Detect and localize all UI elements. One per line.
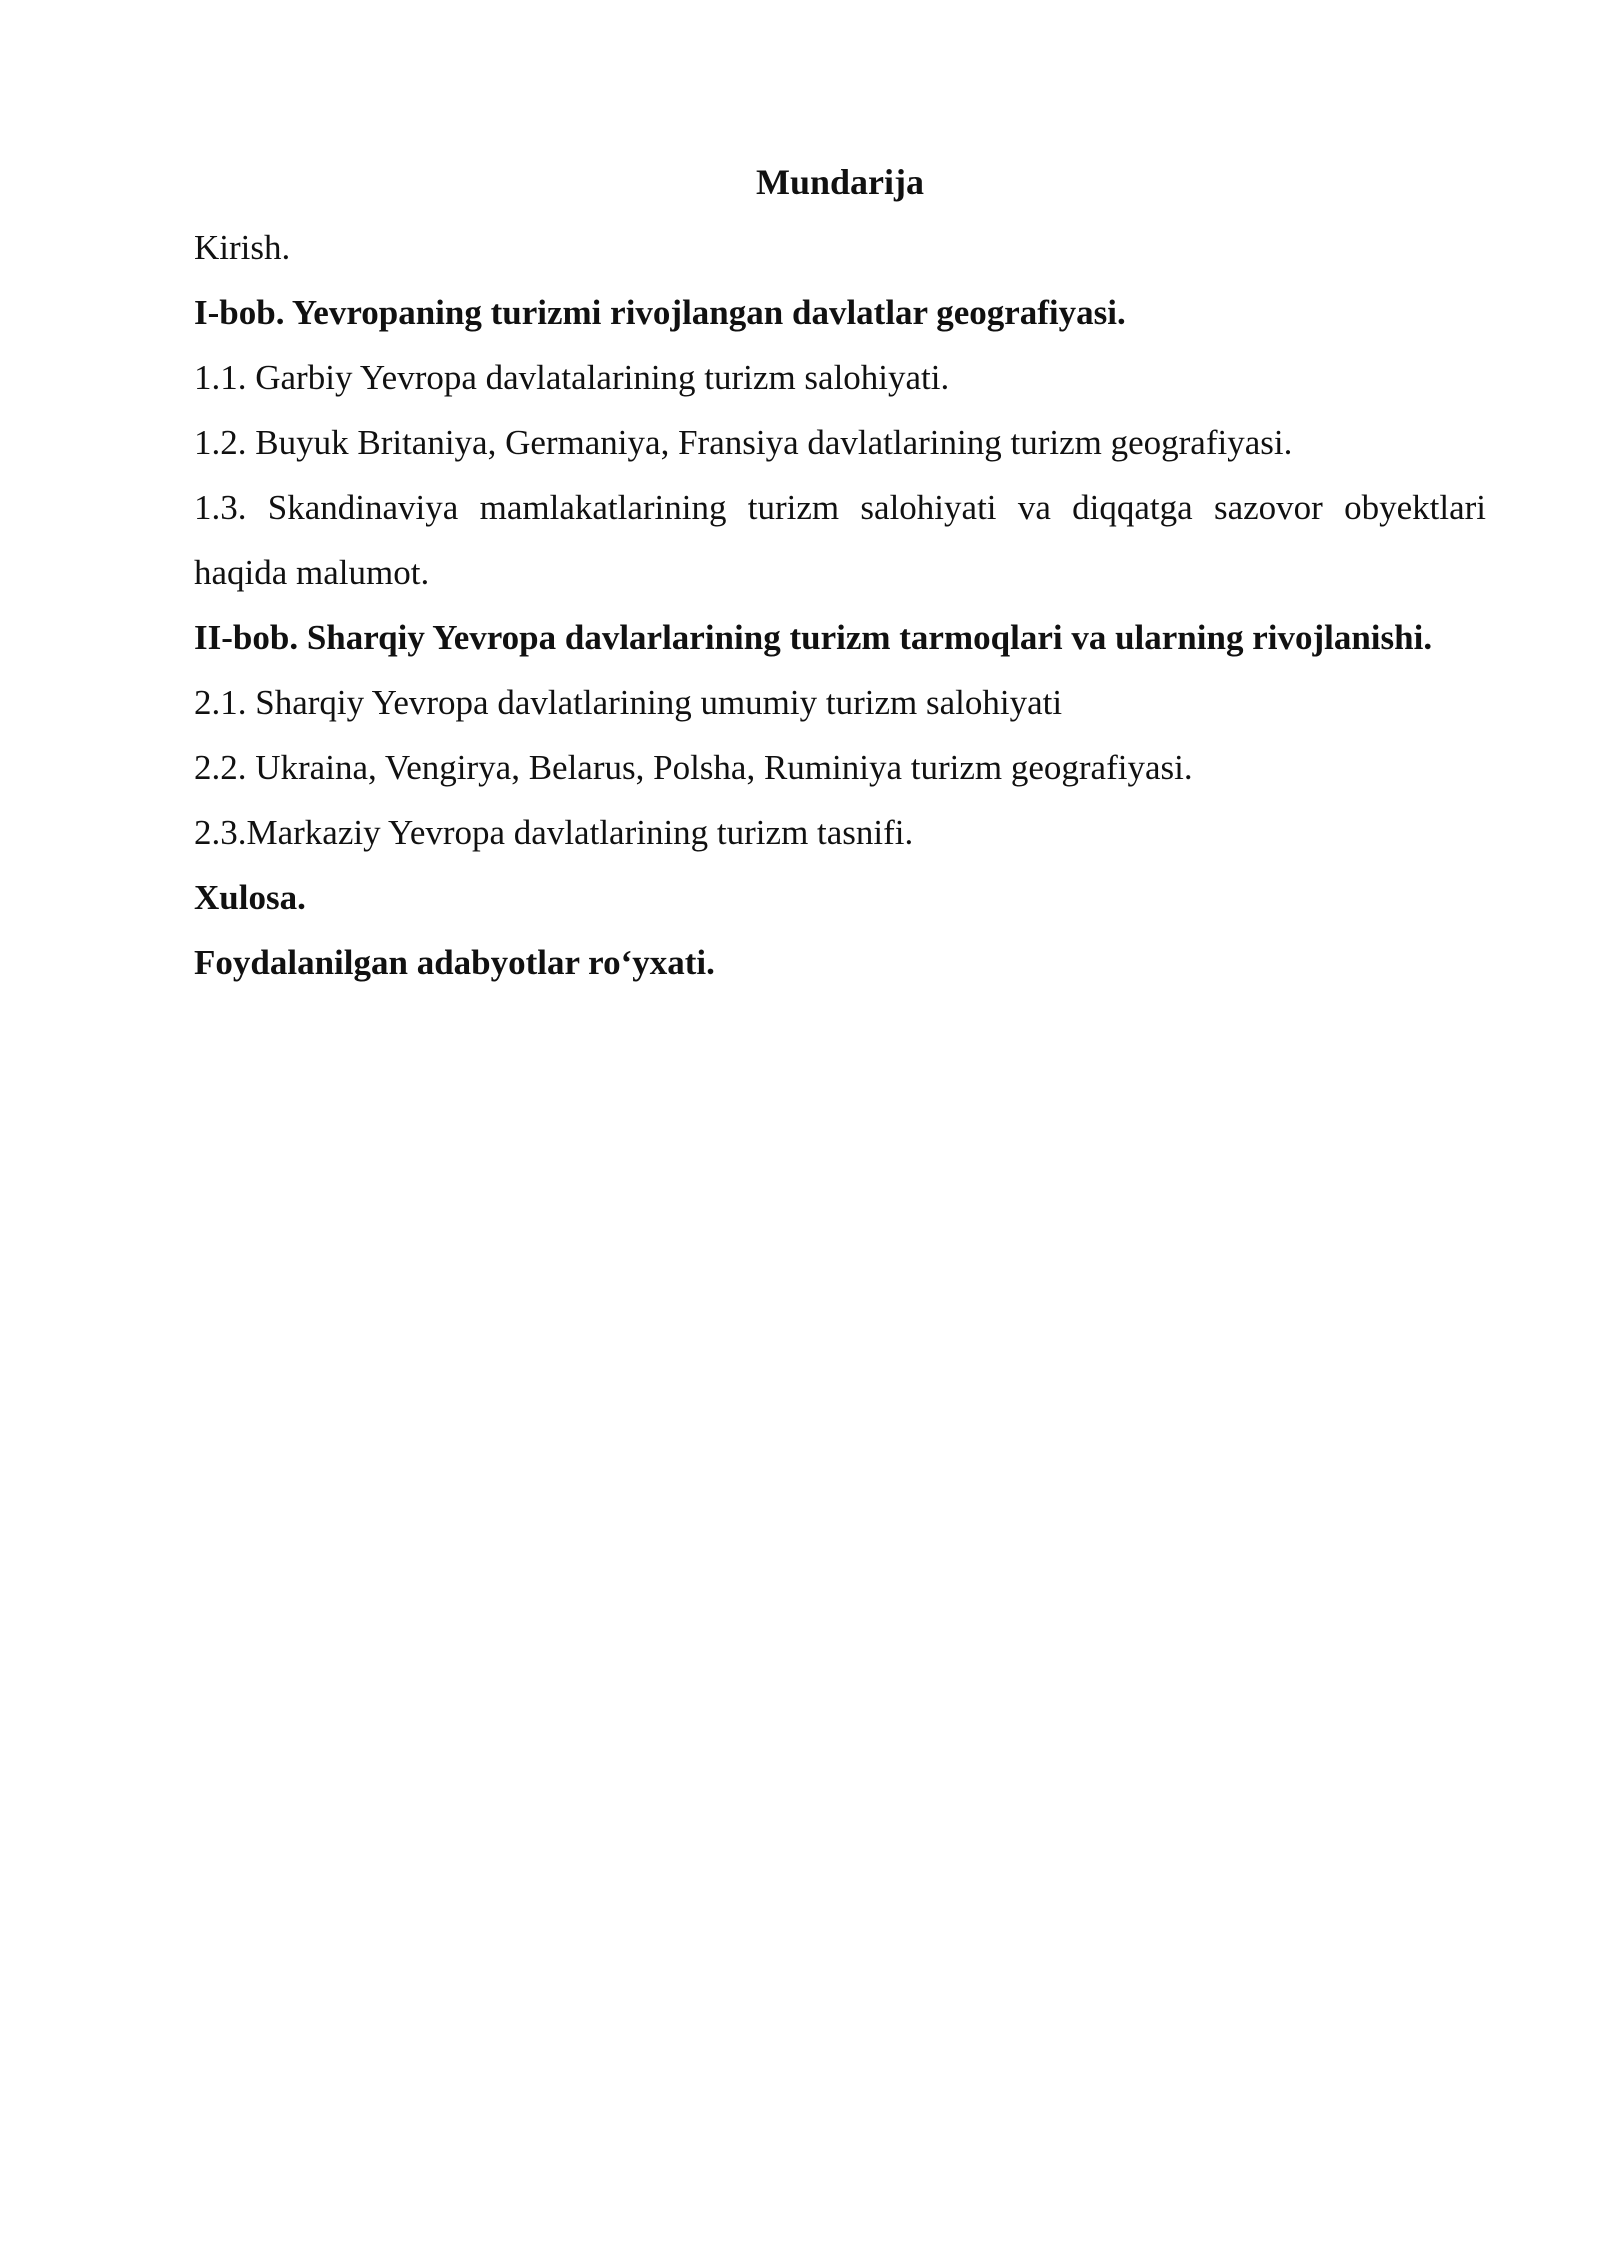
document-page (194, 150, 1486, 995)
toc-entry-section-1-1: 1.1. Garbiy Yevropa davlatalarining turizm salohiyati. (194, 358, 950, 397)
toc-entry-conclusion: Xulosa. (194, 878, 306, 917)
toc-entry-introduction: Kirish. (194, 228, 291, 267)
toc-entry-references: Foydalanilgan adabyotlar ro‘yxati. (194, 943, 715, 982)
toc-entry-section-2-2: 2.2. Ukraina, Vengirya, Belarus, Polsha, Ruminiya turizm geografiyasi. (194, 748, 1193, 787)
toc-entry-section-1-2: 1.2. Buyuk Britaniya, Germaniya, Fransiya davlatlarining turizm geografiyasi. (194, 423, 1293, 462)
toc-entry-section-2-1: 2.1. Sharqiy Yevropa davlatlarining umumiy turizm salohiyati (194, 683, 1063, 722)
toc-entry-chapter-1: I-bob. Yevropaning turizmi rivojlangan davlatlar geografiyasi. (194, 293, 1126, 332)
toc-entry-section-1-3: 1.3. Skandinaviya mamlakatlarining turizm salohiyati va diqqatga sazovor obyektlari haqida malumot. (194, 488, 1486, 592)
toc-entry-section-2-3: 2.3.Markaziy Yevropa davlatlarining turizm tasnifi. (194, 813, 914, 852)
page-title: Mundarija (755, 162, 924, 202)
toc-entry-chapter-2: II-bob. Sharqiy Yevropa davlarlarining turizm tarmoqlari va ularning rivojlanishi. (194, 618, 1433, 657)
